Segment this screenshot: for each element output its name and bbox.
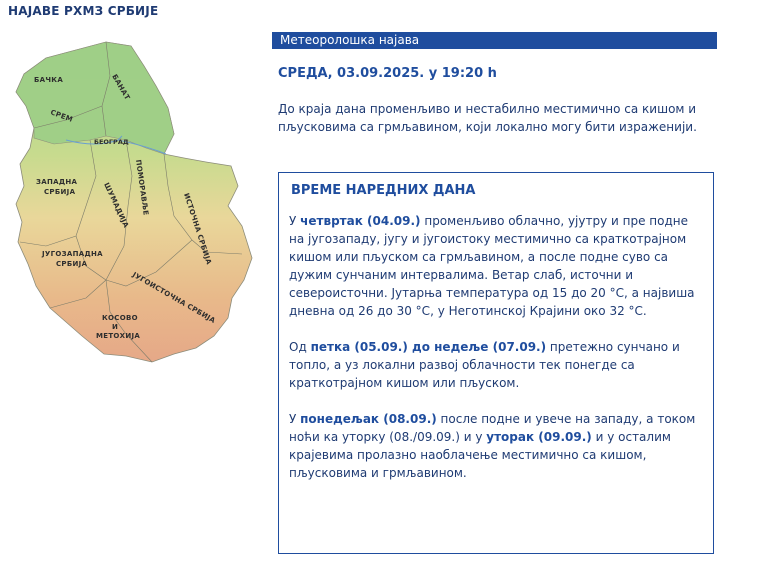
p1-pre: У [289,214,301,228]
forecast-date: СРЕДА, 03.09.2025. у 19:20 h [278,66,497,81]
label-kosovo-2: И [112,323,119,331]
label-banat: БАНАТ [110,73,132,102]
p1-date: (04.09.) [362,214,421,228]
label-pomoravlje: ПОМОРАВЉЕ [134,159,150,216]
label-zapadna-srbija-1: ЗАПАДНА [36,178,78,186]
p1-text: променљиво облачно, ујутру и пре подне на југозападу, југу и југоистоку местимично са краткотрајном кишом или пљуском са грмљавином, а после подне суво са дужим сунчаним интервалима. Ветар слаб, источни и североисточни. Јутарња температура од 15 до 20 °C, а највиша дневна од 26 до 30 °C, у Неготинској Крајини око 32 °C. [289,214,695,318]
p1-day: четвртак [300,214,363,228]
forecast-paragraph-thursday [289,212,703,320]
p2-text: претежно сунчано и топло, а уз локални развој облачности тек понегде са краткотрајном кишом или пљуском. [289,340,680,390]
p3-pre: У [289,412,301,426]
next-days-title: ВРЕМЕ НАРЕДНИХ ДАНА [291,183,476,198]
p3-day2: уторак (09.09.) [486,430,592,444]
p3-mid: после подне и увече на западу, а током ноћи ка уторку (08./09.09.) и у [289,412,696,444]
label-jugozapadna-1: ЈУГОЗАПАДНА [42,250,103,258]
forecast-paragraph-weekend [289,338,703,392]
p3-text: и у осталим крајевима пролазно наоблачење местимично са кишом, пљусковима и грмљавином. [289,430,671,480]
label-kosovo-1: КОСОВО [102,314,138,322]
next-days-box [278,172,714,554]
label-backa: БАЧКА [34,76,64,84]
page-title: НАЈАВЕ РХМЗ СРБИЈЕ [8,4,159,18]
forecast-paragraph-monday [289,410,703,482]
label-sumadija: ШУМАДИЈА [102,181,131,230]
label-srem: СРЕМ [49,108,74,124]
forecast-header-bar: Метеоролошка најава [272,32,717,49]
serbia-map[interactable] [6,36,266,366]
p3-day1: понедељак (08.09.) [300,412,437,426]
p2-range: петка (05.09.) до недеље (07.09.) [310,340,547,354]
label-zapadna-srbija-2: СРБИЈА [44,188,76,196]
p2-pre: Од [289,340,311,354]
label-kosovo-3: МЕТОХИЈА [96,332,141,340]
label-jugoistocna: ЈУГОИСТОЧНА СРБИЈА [131,270,217,325]
today-forecast-text: До краја дана променљиво и нестабилно местимично са кишом и пљусковима са грмљавином, који локално могу бити израженији. [278,102,697,134]
label-beograd: БЕОГРАД [94,138,129,146]
label-jugozapadna-2: СРБИЈА [56,260,88,268]
label-istocna-srbija: ИСТОЧНА СРБИЈА [182,192,213,266]
